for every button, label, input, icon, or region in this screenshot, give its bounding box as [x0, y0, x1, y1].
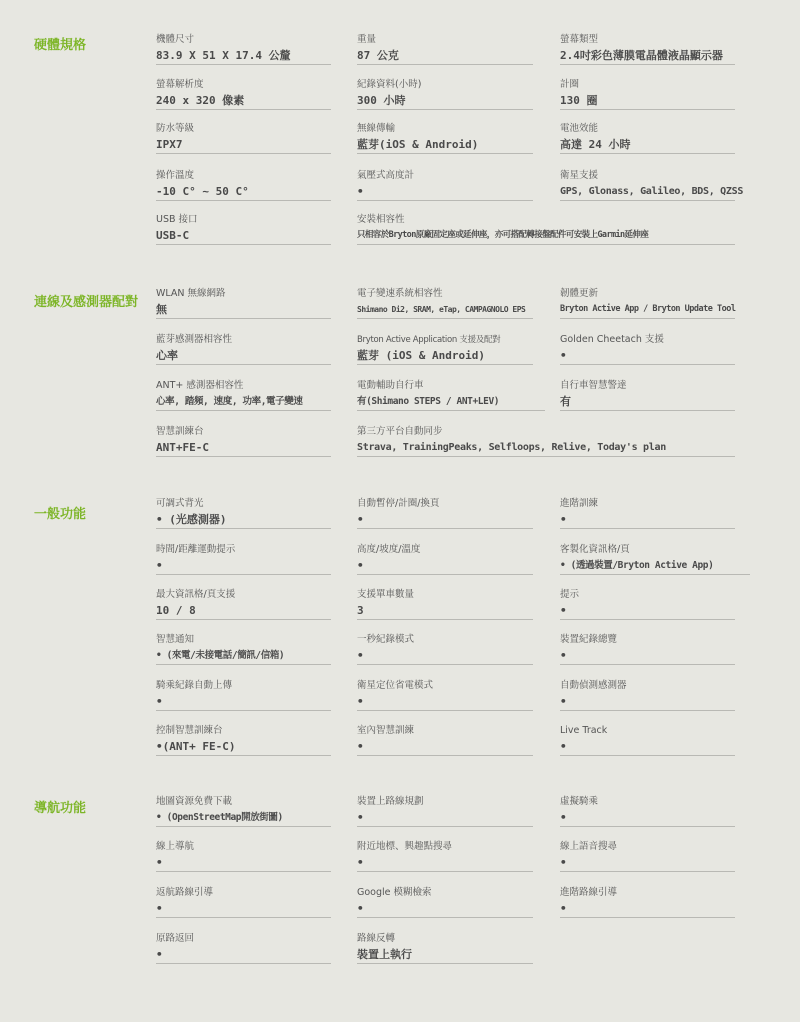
spec-item — [560, 170, 744, 201]
spec-value: 藍芽(iOS & Android) — [357, 138, 479, 151]
spec-value: • — [560, 811, 567, 824]
spec-value: • — [357, 740, 364, 753]
spec-label: 衛星支援 — [560, 170, 599, 181]
spec-item — [156, 680, 331, 711]
spec-label: ANT+ 感測器相容性 — [156, 380, 244, 391]
spec-label: 地圖資源免費下載 — [156, 796, 233, 807]
spec-value: • — [357, 649, 364, 662]
spec-label: 線上語音搜尋 — [560, 841, 618, 852]
spec-label: 自行車智慧警達 — [560, 380, 627, 391]
spec-label: 裝置上路線規劃 — [357, 796, 424, 807]
spec-item — [560, 79, 735, 110]
spec-value: 有(Shimano STEPS / ANT+LEV) — [357, 396, 500, 407]
spec-value: • — [357, 513, 364, 526]
spec-item — [156, 334, 331, 365]
spec-item — [560, 34, 735, 65]
spec-value: 心率 — [156, 349, 178, 362]
spec-item — [560, 796, 735, 827]
spec-value: USB-C — [156, 229, 190, 242]
spec-value: • — [560, 695, 567, 708]
spec-item — [357, 288, 533, 319]
spec-item — [156, 634, 331, 665]
spec-item — [560, 123, 735, 154]
spec-value: • — [560, 604, 567, 617]
spec-label: USB 接口 — [156, 214, 198, 225]
spec-value: 300 小時 — [357, 94, 406, 107]
spec-item — [357, 634, 533, 665]
spec-item — [560, 841, 735, 872]
spec-value: • (光感測器) — [156, 513, 227, 526]
spec-label: 路線反轉 — [357, 933, 396, 944]
spec-item — [156, 426, 331, 457]
spec-value: 240 x 320 像素 — [156, 94, 245, 107]
spec-item — [357, 725, 533, 756]
spec-label: 支援單車數量 — [357, 589, 415, 600]
spec-item — [156, 933, 331, 964]
spec-value: • — [560, 740, 567, 753]
spec-label: 客製化資訊格/頁 — [560, 544, 630, 555]
spec-label: 高度/坡度/溫度 — [357, 544, 421, 555]
spec-label: 韌體更新 — [560, 288, 599, 299]
spec-value: • — [156, 948, 163, 961]
spec-value: • — [560, 902, 567, 915]
spec-label: 防水等級 — [156, 123, 195, 134]
spec-value: • — [357, 856, 364, 869]
spec-item — [357, 170, 533, 201]
spec-label: Golden Cheetach 支援 — [560, 334, 664, 345]
spec-value: • — [357, 695, 364, 708]
spec-value: IPX7 — [156, 138, 183, 151]
spec-label: 紀錄資料(小時) — [357, 79, 422, 90]
spec-label: 提示 — [560, 589, 580, 600]
spec-label: 藍芽感測器相容性 — [156, 334, 233, 345]
spec-item — [560, 680, 735, 711]
spec-item — [156, 288, 331, 319]
spec-label: 電池效能 — [560, 123, 599, 134]
spec-label: 裝置紀錄總覽 — [560, 634, 618, 645]
spec-item — [357, 544, 533, 575]
spec-label: 無線傳輸 — [357, 123, 396, 134]
spec-label: 第三方平台自動同步 — [357, 426, 443, 437]
spec-value: 87 公克 — [357, 49, 399, 62]
spec-value: Bryton Active App / Bryton Update Tool — [560, 304, 736, 314]
spec-item — [156, 796, 331, 827]
spec-value: • (OpenStreetMap開放街圖) — [156, 812, 283, 823]
spec-item — [156, 170, 331, 201]
spec-item — [156, 79, 331, 110]
spec-item — [357, 796, 533, 827]
spec-item — [560, 725, 735, 756]
spec-value: • — [560, 513, 567, 526]
spec-label: Google 模糊檢索 — [357, 887, 432, 898]
spec-item — [560, 334, 735, 365]
spec-item — [357, 426, 735, 457]
spec-value: • — [357, 811, 364, 824]
spec-value: • — [560, 649, 567, 662]
spec-item — [156, 380, 331, 411]
spec-label: 重量 — [357, 34, 377, 45]
spec-item — [560, 589, 735, 620]
spec-value: • (來電/未接電話/簡訊/信箱) — [156, 650, 285, 661]
spec-value: • — [156, 856, 163, 869]
spec-item — [357, 334, 533, 365]
spec-value: -10 C° ~ 50 C° — [156, 185, 249, 198]
spec-label: 機體尺寸 — [156, 34, 195, 45]
section-title: 導航功能 — [34, 801, 87, 816]
spec-item — [357, 34, 533, 65]
spec-item — [357, 380, 545, 411]
spec-value: 只相容於Bryton原廠固定座或延伸座，亦可搭配轉接盤配件可安裝上Garmin延伸座 — [357, 230, 649, 240]
spec-value: 裝置上執行 — [357, 948, 412, 961]
spec-value: 3 — [357, 604, 364, 617]
spec-label: 計圈 — [560, 79, 580, 90]
spec-item — [357, 887, 533, 918]
spec-item — [357, 933, 533, 964]
spec-label: 進階路線引導 — [560, 887, 618, 898]
spec-item — [560, 634, 735, 665]
spec-value: 83.9 X 51 X 17.4 公釐 — [156, 49, 291, 62]
spec-label: 智慧訓練台 — [156, 426, 204, 437]
spec-label: 進階訓練 — [560, 498, 599, 509]
spec-value: 2.4吋彩色薄膜電晶體液晶顯示器 — [560, 49, 723, 62]
spec-label: 一秒紀錄模式 — [357, 634, 415, 645]
spec-item — [560, 288, 735, 319]
spec-value: 有 — [560, 395, 571, 408]
spec-label: 線上導航 — [156, 841, 195, 852]
spec-label: 可調式背光 — [156, 498, 204, 509]
spec-label: WLAN 無線網路 — [156, 288, 226, 299]
spec-value: • — [560, 349, 567, 362]
spec-label: 氣壓式高度計 — [357, 170, 415, 181]
spec-item — [357, 123, 533, 154]
spec-value: 10 / 8 — [156, 604, 196, 617]
spec-value: •(ANT+ FE-C) — [156, 740, 236, 753]
spec-item — [156, 498, 331, 529]
spec-label: 時間/距離運動提示 — [156, 544, 236, 555]
spec-value: 藍芽 (iOS & Android) — [357, 349, 485, 362]
spec-label: 衛星定位省電模式 — [357, 680, 434, 691]
spec-label: 最大資訊格/頁支援 — [156, 589, 236, 600]
spec-value: 高達 24 小時 — [560, 138, 631, 151]
spec-label: 原路返回 — [156, 933, 195, 944]
spec-value: GPS, Glonass, Galileo, BDS, QZSS — [560, 186, 744, 197]
spec-item — [357, 680, 533, 711]
spec-value: • — [357, 559, 364, 572]
spec-label: 操作溫度 — [156, 170, 195, 181]
spec-item — [357, 214, 735, 245]
spec-item — [357, 79, 533, 110]
spec-value: • (透過裝置/Bryton Active App) — [560, 560, 714, 571]
spec-item — [560, 887, 735, 918]
spec-label: Live Track — [560, 725, 608, 736]
spec-label: 虛擬騎乘 — [560, 796, 599, 807]
spec-item — [357, 589, 533, 620]
spec-item — [357, 841, 533, 872]
spec-item — [156, 544, 331, 575]
spec-item — [156, 887, 331, 918]
spec-item — [156, 589, 331, 620]
spec-item — [560, 380, 735, 411]
spec-label: 螢幕解析度 — [156, 79, 204, 90]
spec-value: Strava, TrainingPeaks, Selfloops, Relive, Today's plan — [357, 442, 666, 453]
spec-value: ANT+FE-C — [156, 441, 209, 454]
spec-value: 心率, 踏頻, 速度, 功率,電子變速 — [156, 396, 303, 407]
spec-item — [156, 725, 331, 756]
section-title: 硬體規格 — [34, 38, 87, 53]
spec-label: 附近地標、興趣點搜尋 — [357, 841, 453, 852]
spec-item — [156, 123, 331, 154]
spec-label: 室內智慧訓練 — [357, 725, 415, 736]
spec-label: 返航路線引導 — [156, 887, 214, 898]
spec-label: Bryton Active Application 支援及配對 — [357, 335, 501, 345]
spec-value: • — [357, 902, 364, 915]
spec-value: • — [357, 185, 364, 198]
spec-label: 智慧通知 — [156, 634, 195, 645]
spec-label: 安裝相容性 — [357, 214, 405, 225]
section-title: 一般功能 — [34, 507, 87, 522]
spec-value: Shimano Di2, SRAM, eTap, CAMPAGNOLO EPS — [357, 305, 526, 314]
spec-value: • — [560, 856, 567, 869]
spec-item — [156, 841, 331, 872]
spec-value: • — [156, 559, 163, 572]
spec-label: 控制智慧訓練台 — [156, 725, 223, 736]
spec-item — [357, 498, 533, 529]
section-title: 連線及感測器配對 — [34, 295, 139, 310]
spec-value: • — [156, 695, 163, 708]
spec-item — [560, 544, 750, 575]
spec-label: 電動輔助自行車 — [357, 380, 424, 391]
spec-item — [156, 214, 331, 245]
spec-label: 騎乘紀錄自動上傳 — [156, 680, 233, 691]
spec-value: 無 — [156, 303, 167, 316]
spec-value: • — [156, 902, 163, 915]
spec-value: 130 圈 — [560, 94, 598, 107]
spec-label: 自動偵測感測器 — [560, 680, 627, 691]
spec-item — [560, 498, 735, 529]
spec-item — [156, 34, 331, 65]
spec-label: 電子變速系統相容性 — [357, 288, 443, 299]
spec-label: 自動暫停/計圈/換頁 — [357, 498, 440, 509]
spec-label: 螢幕類型 — [560, 34, 599, 45]
